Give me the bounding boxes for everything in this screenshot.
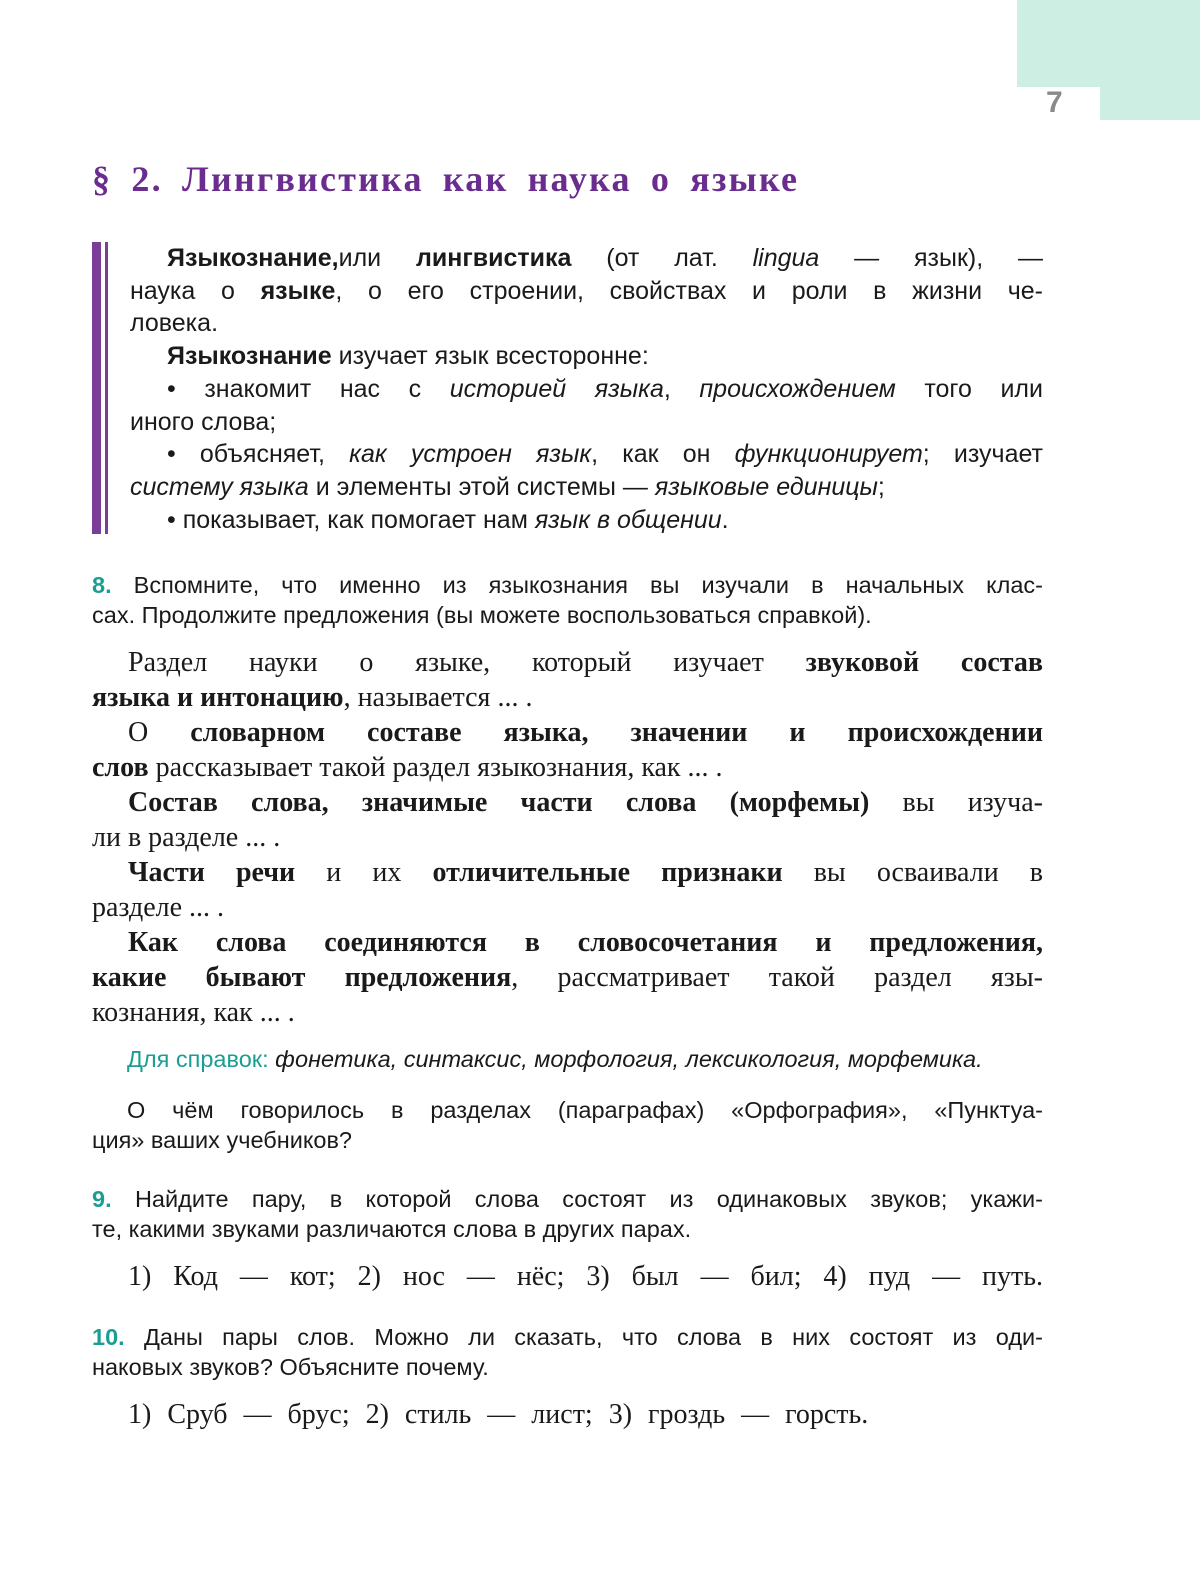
text-run: Языкознание, [167,244,339,272]
text-run: • знакомит нас с [167,374,450,403]
text-line [130,242,1043,275]
text-line [127,1044,1043,1074]
text-run: (от лат. [571,244,753,272]
text-run: того или [895,374,1043,403]
text-run: фонетика, синтаксис, морфология, лексикология, морфемика. [275,1046,983,1072]
text-line [92,600,1043,630]
text-run: Как слова соединяются в словосочетания и предложения, [128,927,1043,958]
text-run: Состав слова, значимые части слова (морфемы) [128,787,870,818]
reference-label: Для справок: [127,1046,276,1072]
text-line [92,890,1043,925]
text-line [92,820,1043,855]
text-run: лингвистика [415,244,572,272]
text-line [92,750,1043,785]
text-run: Раздел науки о языке, который изучает [128,647,806,678]
text-run: и элементы этой системы — [308,472,655,501]
sentences-block [92,645,1043,1030]
text-line [92,645,1043,680]
text-run: рассказывает такой раздел языкознания, как ... . [148,752,723,783]
text-run: lingua [752,244,820,272]
text-run: ловека. [130,309,219,338]
text-run: О [128,717,191,748]
text-run: 1) Сруб — брус; 2) стиль — лист; 3) гроздь — горсть. [128,1399,869,1430]
task-8 [92,570,1043,630]
text-line [92,1352,1043,1382]
text-run: историей языка [449,374,664,403]
text-run: сах. Продолжите предложения (вы можете воспользоваться справкой). [92,602,872,628]
text-line [92,570,1043,600]
text-run: слов [92,752,149,783]
text-line [130,307,1043,340]
text-line [130,438,1043,471]
text-run: ция» ваших учебников? [92,1127,352,1153]
text-run: или [338,244,416,272]
text-run: — язык), — [819,244,1044,272]
text-run: • объясняет, [167,440,350,469]
example-9 [128,1259,1043,1294]
text-line [92,680,1043,715]
text-run: Даны пары слов. Можно ли сказать, что слова в них состоят из оди- [144,1324,1044,1350]
text-line [92,1125,1043,1155]
text-line [92,715,1043,750]
text-run: иного слова; [130,407,277,436]
definition-bar-thin [105,242,108,534]
task-10 [92,1322,1043,1382]
text-run: те, какими звуками различаются слова в других парах. [92,1216,692,1242]
text-line [92,960,1043,995]
text-run: Языкознание [167,342,332,371]
text-line [92,995,1043,1030]
text-run: систему языка [130,472,309,501]
text-run: функционирует [734,440,923,469]
text-run: , рассматривает такой раздел язы- [511,962,1043,993]
question [92,1095,1043,1155]
text-line [92,1214,1043,1244]
text-run: языке [260,276,336,305]
text-run: 1) Код — кот; 2) нос — нёс; 3) был — бил; 4) пуд — путь. [128,1261,1043,1292]
text-line [92,1322,1043,1352]
text-run: как устроен язык [349,440,592,469]
text-line [92,1184,1043,1214]
text-run: происхождением [699,374,896,403]
text-run: , как он [591,440,735,469]
text-line [92,855,1043,890]
text-run: и их [295,857,433,888]
text-run: Вспомните, что именно из языкознания вы изучали в начальных клас- [133,572,1043,598]
text-run: звуковой состав [805,647,1043,678]
task-9 [92,1184,1043,1244]
example-10 [128,1397,1043,1432]
text-run: кознания, как ... . [92,997,295,1028]
text-run: ; [877,472,885,501]
text-run: , называется ... . [343,682,533,713]
text-run: изучает язык всесторонне: [331,342,649,371]
page-number: 7 [1046,86,1063,119]
text-line [92,785,1043,820]
definition-bar-thick [92,242,101,534]
text-run: О чём говорилось в разделах (параграфах) «Орфография», «Пунктуа- [127,1097,1043,1123]
section-title: § 2. Лингвистика как наука о языке [92,159,800,199]
text-run: разделе ... . [92,892,225,923]
text-line [128,1259,1043,1294]
definition-block [130,242,1043,536]
text-run: язык в общении [534,505,722,534]
text-run: ; изучает [922,440,1043,469]
page-corner-tab [1017,0,1200,87]
text-run: языка и интонацию [92,682,344,713]
text-line [130,340,1043,373]
text-line [92,1095,1043,1125]
page-corner-tab-step [1100,87,1200,120]
text-line [92,925,1043,960]
text-run: языковые единицы [654,472,878,501]
text-line [130,471,1043,504]
text-run: . [721,505,729,534]
text-line [130,373,1043,406]
task-number: 9. [92,1186,135,1212]
text-run: какие бывают предложения [92,962,512,993]
text-run: • показывает, как помогает нам [167,505,535,534]
text-run: наука о [130,276,261,305]
task-number: 8. [92,572,134,598]
text-run: Найдите пару, в которой слова состоят из одинаковых звуков; укажи- [134,1186,1043,1212]
text-run: , [663,374,700,403]
text-line [130,504,1043,537]
text-run: словарном составе языка, значении и происхождении [190,717,1043,748]
text-line [128,1397,1043,1432]
text-line [130,275,1043,308]
task-number: 10. [92,1324,144,1350]
text-run: Части речи [128,857,296,888]
text-run: вы осваивали в [782,857,1043,888]
reference-note [127,1044,1043,1074]
text-run: вы изуча- [869,787,1043,818]
text-run: отличительные признаки [432,857,783,888]
text-run: наковых звуков? Объясните почему. [92,1354,489,1380]
text-line [130,406,1043,439]
text-run: , о его строении, свойствах и роли в жизни че- [335,276,1043,305]
text-run: ли в разделе ... . [92,822,281,853]
